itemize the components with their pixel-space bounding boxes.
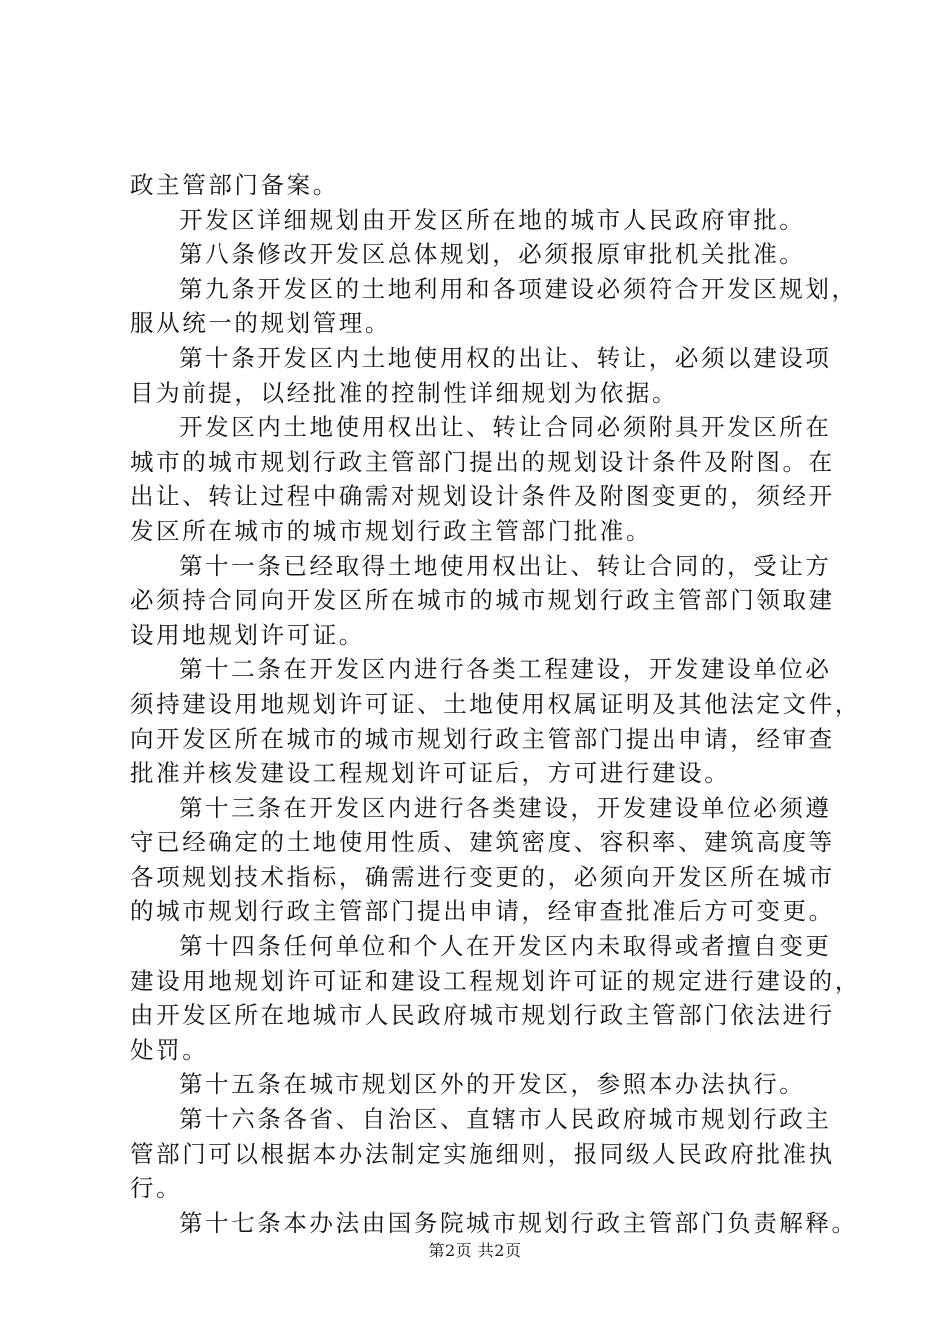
text-line: 第十一条已经取得土地使用权出让、转让合同的，受让方 [179,551,832,580]
text-line: 服从统一的规划管理。 [130,309,391,338]
text-line: 各项规划技术指标，确需进行变更的，必须向开发区所在城市 [130,862,835,891]
text-line: 处罚。 [130,1035,209,1064]
text-line: 设用地规划许可证。 [130,620,365,649]
text-line: 守已经确定的土地使用性质、建筑密度、容积率、建筑高度等 [130,828,835,857]
text-line: 开发区内土地使用权出让、转让合同必须附具开发区所在 [179,413,832,442]
text-line: 第十条开发区内土地使用权的出让、转让，必须以建设项 [179,343,832,372]
text-line: 政主管部门备案。 [130,171,339,199]
text-line: 目为前提，以经批准的控制性详细规划为依据。 [130,378,679,407]
text-line: 第十二条在开发区内进行各类工程建设，开发建设单位必 [179,655,832,684]
page-number-footer: 第2页 共2页 [428,1241,522,1260]
text-line: 必须持合同向开发区所在城市的城市规划行政主管部门领取建 [130,586,835,615]
text-line: 管部门可以根据本办法制定实施细则，报同级人民政府批准执 [130,1139,835,1168]
text-line: 行。 [130,1174,183,1203]
text-line: 由开发区所在地城市人民政府城市规划行政主管部门依法进行 [130,1001,835,1030]
document-body [130,168,861,1240]
text-line: 第十五条在城市规划区外的开发区，参照本办法执行。 [179,1070,806,1099]
text-line: 第十六条各省、自治区、直辖市人民政府城市规划行政主 [179,1105,832,1134]
text-line: 城市的城市规划行政主管部门提出的规划设计条件及附图。在 [130,447,835,476]
text-line: 第十四条任何单位和个人在开发区内未取得或者擅自变更 [179,932,832,961]
text-line: 向开发区所在城市的城市规划行政主管部门提出申请，经审查 [130,724,835,753]
text-line: 第九条开发区的土地利用和各项建设必须符合开发区规划， [179,274,858,303]
text-line: 出让、转让过程中确需对规划设计条件及附图变更的，须经开 [130,482,835,511]
text-line: 第十七条本办法由国务院城市规划行政主管部门负责解释。 [179,1208,858,1237]
text-line: 须持建设用地规划许可证、土地使用权属证明及其他法定文件， [130,689,861,718]
text-line: 批准并核发建设工程规划许可证后，方可进行建设。 [130,759,731,788]
text-line: 第八条修改开发区总体规划，必须报原审批机关批准。 [179,240,806,269]
text-line: 开发区详细规划由开发区所在地的城市人民政府审批。 [179,205,806,234]
text-line: 第十三条在开发区内进行各类建设，开发建设单位必须遵 [179,793,832,822]
text-line: 的城市规划行政主管部门提出申请，经审查批准后方可变更。 [130,897,835,926]
text-line: 发区所在城市的城市规划行政主管部门批准。 [130,516,652,545]
text-line: 建设用地规划许可证和建设工程规划许可证的规定进行建设的， [130,966,861,995]
